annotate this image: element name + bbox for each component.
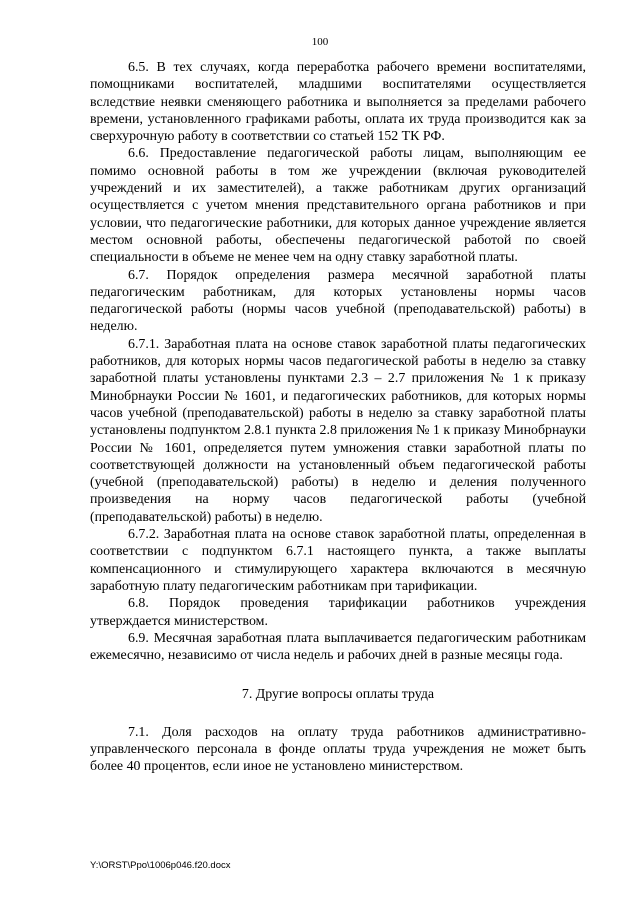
- paragraph-6-7-2: 6.7.2. Заработная плата на основе ставок заработной платы, определенная в соответствии с подпунктом 6.7.1 настоящего пункта, а также выплаты компенсационного и стимулирующего характера включаются в месячную заработную плату педагогическим работникам при тарификации.: [90, 527, 586, 594]
- paragraph-6-7-1: 6.7.1. Заработная плата на основе ставок заработной платы педагогических работников, для которых нормы часов педагогической работы в неделю за ставку заработной платы установлены пунктами 2.3 – 2.7 приложения № 1 к приказу Минобрнауки России № 1601, и педагогических работников, для которых нормы часов учебной (преподавательской) работы в неделю за ставку заработной платы установлены подпунктом 2.8.1 пункта 2.8 приложения № 1 к приказу Минобрнауки России № 1601, определяется путем умножения ставки заработной платы по соответствующей должности на установленный объем педагогической работы (учебной (преподавательской) работы) в неделю и деления полученного произведения на норму часов педагогической работы (учебной (преподавательской) работы) в неделю.: [90, 336, 586, 525]
- paragraph-6-9: 6.9. Месячная заработная плата выплачивается педагогическим работникам ежемесячно, независимо от числа недель и рабочих дней в разные месяцы года.: [90, 630, 586, 664]
- paragraph-7-1: 7.1. Доля расходов на оплату труда работников административно-управленческого персонала в фонде оплаты труда учреждения не может быть более 40 процентов, если иное не установлено министерством.: [90, 724, 586, 775]
- paragraph-6-6: 6.6. Предоставление педагогической работы лицам, выполняющим ее помимо основной работы в том же учреждении (включая руководителей учреждений и их заместителей), а также работникам других организаций осуществляется с учетом мнения представительного органа работников и при условии, что педагогические работники, для которых данное учреждение является местом основной работы, обеспечены педагогической работой по своей специальности в объеме не менее чем на одну ставку заработной платы.: [90, 146, 586, 266]
- paragraph-6-8: 6.8. Порядок проведения тарификации работников учреждения утверждается министерством.: [90, 596, 586, 629]
- section-heading: 7. Другие вопросы оплаты труда: [241, 687, 435, 703]
- document-body: [90, 59, 586, 776]
- footer-file-path: Y:\ORST\Ppo\1006p046.f20.docx: [90, 860, 231, 871]
- paragraph-6-5: 6.5. В тех случаях, когда переработка рабочего времени воспитателями, помощниками воспитателей, младшими воспитателями осуществляется вследствие неявки сменяющего работника и выполняется за пределами рабочего времени, установленного графиками работы, оплата их труда производится как за сверхурочную работу в соответствии со статьей 152 ТК РФ.: [90, 60, 586, 145]
- page-number: 100: [311, 36, 329, 48]
- paragraph-6-7: 6.7. Порядок определения размера месячной заработной платы педагогическим работникам, для которых установлены нормы часов педагогической работы (нормы часов учебной (преподавательской) работы) в неделю.: [90, 267, 586, 335]
